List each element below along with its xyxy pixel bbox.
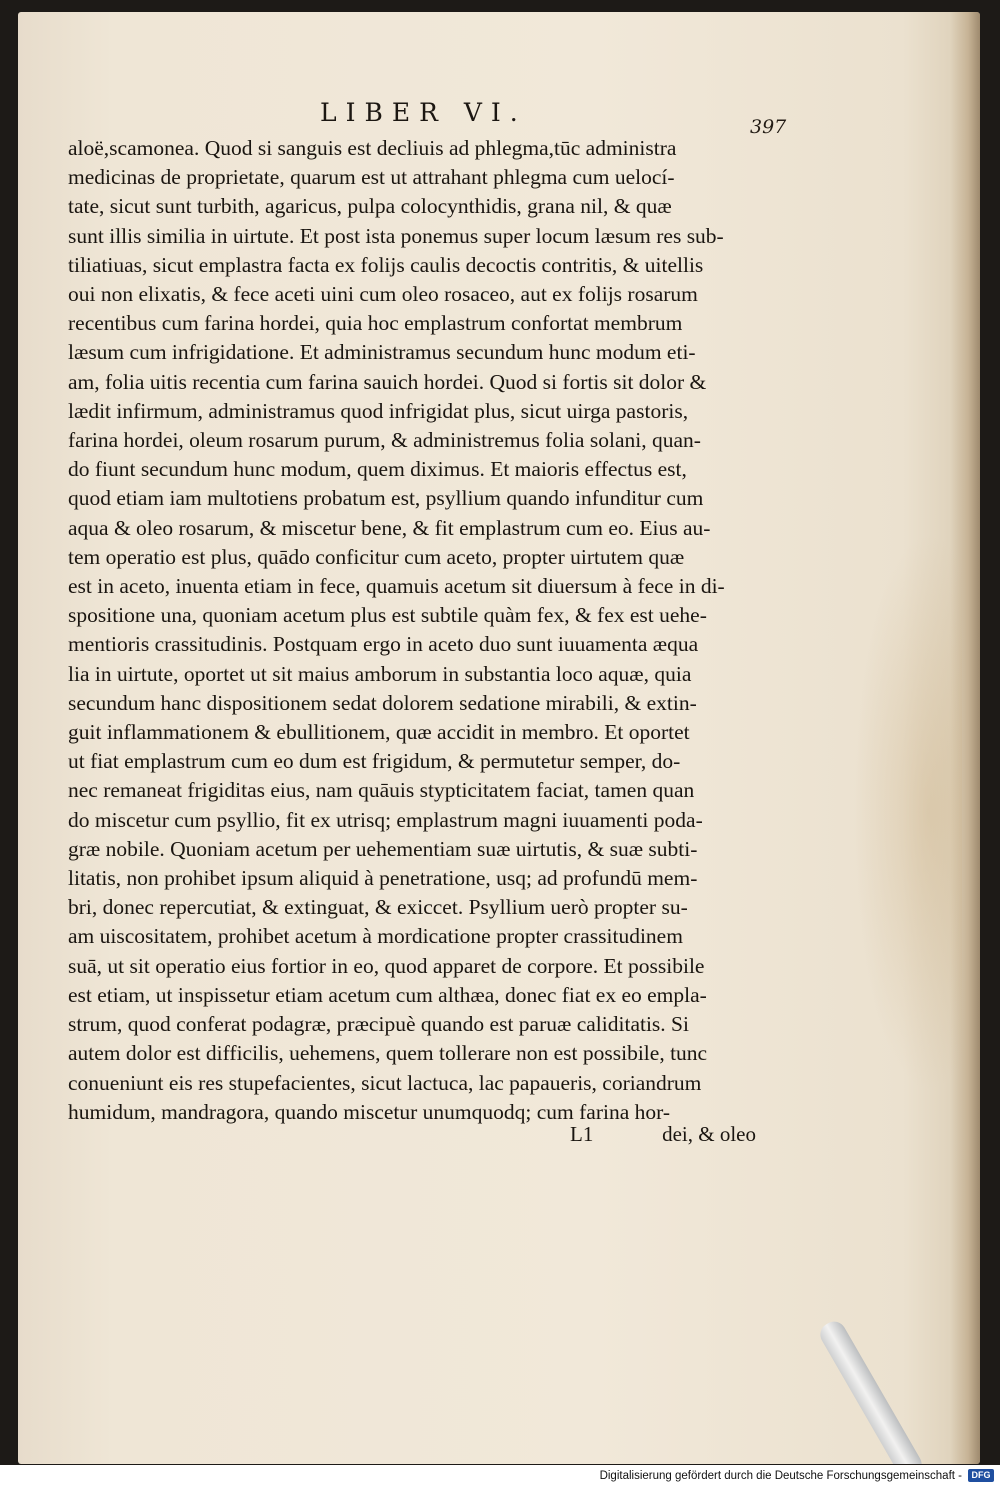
text-line: medicinas de proprietate, quarum est ut attrahant phlegma cum uelocí- (68, 165, 675, 190)
text-line: græ nobile. Quoniam acetum per uehementiam suæ uirtutis, & suæ subti- (68, 836, 698, 861)
catchword: dei, & oleo (662, 1122, 756, 1146)
text-line: do fiunt secundum hunc modum, quem diximus. Et maioris effectus est, (68, 457, 687, 482)
text-line: tate, sicut sunt turbith, agaricus, pulpa colocynthidis, grana nil, & quæ (68, 194, 672, 219)
dfg-logo-icon: DFG (968, 1469, 994, 1482)
text-line: conueniunt eis res stupefacientes, sicut lactuca, lac papaueris, coriandrum (68, 1070, 702, 1095)
paper-stain (852, 532, 962, 1092)
text-line: litatis, non prohibet ipsum aliquid à penetratione, usq; ad profundū mem- (68, 866, 698, 891)
book-page (18, 12, 980, 1464)
text-line: mentioris crassitudinis. Postquam ergo in aceto duo sunt iuuamenta æqua (68, 632, 699, 657)
text-line: spositione una, quoniam acetum plus est subtile quàm fex, & fex est uehe- (68, 603, 707, 628)
text-line: est in aceto, inuenta etiam in fece, quamuis acetum sit diuersum à fece in di- (68, 574, 725, 599)
text-line: sunt illis similia in uirtute. Et post ista ponemus super locum læsum res sub- (68, 223, 724, 248)
text-line: guit inflammationem & ebullitionem, quæ accidit in membro. Et oportet (68, 720, 690, 745)
folio-number: 397 (750, 116, 787, 138)
text-line: autem dolor est difficilis, uehemens, quem tollerare non est possibile, tunc (68, 1041, 708, 1066)
text-line: oui non elixatis, & fece aceti uini cum oleo rosaceo, aut ex folijs rosarum (68, 282, 698, 307)
body-text (68, 134, 758, 1127)
text-line: aloë,scamonea. Quod si sanguis est decliuis ad phlegma,tūc administra (68, 136, 677, 160)
text-line: suā, ut sit operatio eius fortior in eo, quod apparet de corpore. Et possibile (68, 953, 705, 978)
text-line: am, folia uitis recentia cum farina sauich hordei. Quod si fortis sit dolor & (68, 369, 707, 394)
text-line: bri, donec repercutiat, & extinguat, & exiccet. Psyllium uerò propter su- (68, 895, 688, 920)
text-line: lædit infirmum, administramus quod infrigidat plus, sicut uirga pastoris, (68, 398, 689, 423)
catchline (570, 1122, 756, 1147)
bookmark-strip (816, 1317, 926, 1464)
text-line: ut fiat emplastrum cum eo dum est frigidum, & permutetur semper, do- (68, 749, 681, 774)
text-line: est etiam, ut inspissetur etiam acetum cum althæa, donec fiat ex eo empla- (68, 982, 707, 1007)
text-line: humidum, mandragora, quando miscetur unumquodq; cum farina hor- (68, 1099, 671, 1124)
text-line: do miscetur cum psyllio, fit ex utrisq; emplastrum magni iuuamenti poda- (68, 807, 703, 832)
text-line: am uiscositatem, prohibet acetum à mordicatione propter crassitudinem (68, 924, 683, 949)
running-title: LIBER VI. (320, 98, 527, 127)
text-line: aqua & oleo rosarum, & miscetur bene, & fit emplastrum cum eo. Eius au- (68, 515, 711, 540)
text-line: quod etiam iam multotiens probatum est, psyllium quando infunditur cum (68, 486, 704, 511)
text-line: tem operatio est plus, quādo conficitur cum aceto, propter uirtutem quæ (68, 544, 685, 569)
text-line: strum, quod conferat podagræ, præcipuè quando est paruæ caliditatis. Si (68, 1012, 689, 1037)
footer-bar (0, 1465, 1000, 1485)
text-line: lia in uirtute, oportet ut sit maius amborum in substantia loco aquæ, quia (68, 661, 692, 686)
funding-credit: Digitalisierung gefördert durch die Deutsche Forschungsgemeinschaft - (599, 1470, 962, 1482)
text-line: recentibus cum farina hordei, quia hoc emplastrum confortat membrum (68, 311, 683, 336)
text-line: tiliatiuas, sicut emplastra facta ex folijs caulis decoctis contritis, & uitellis (68, 252, 704, 277)
text-line: læsum cum infrigidatione. Et administramus secundum hunc modum eti- (68, 340, 696, 365)
text-line: secundum hanc dispositionem sedat dolorem sedatione mirabili, & extin- (68, 690, 697, 715)
text-line: farina hordei, oleum rosarum purum, & administremus folia solani, quan- (68, 428, 701, 453)
text-line: nec remaneat frigiditas eius, nam quāuis stypticitatem faciat, tamen quan (68, 778, 695, 803)
signature-mark: L1 (570, 1122, 594, 1146)
